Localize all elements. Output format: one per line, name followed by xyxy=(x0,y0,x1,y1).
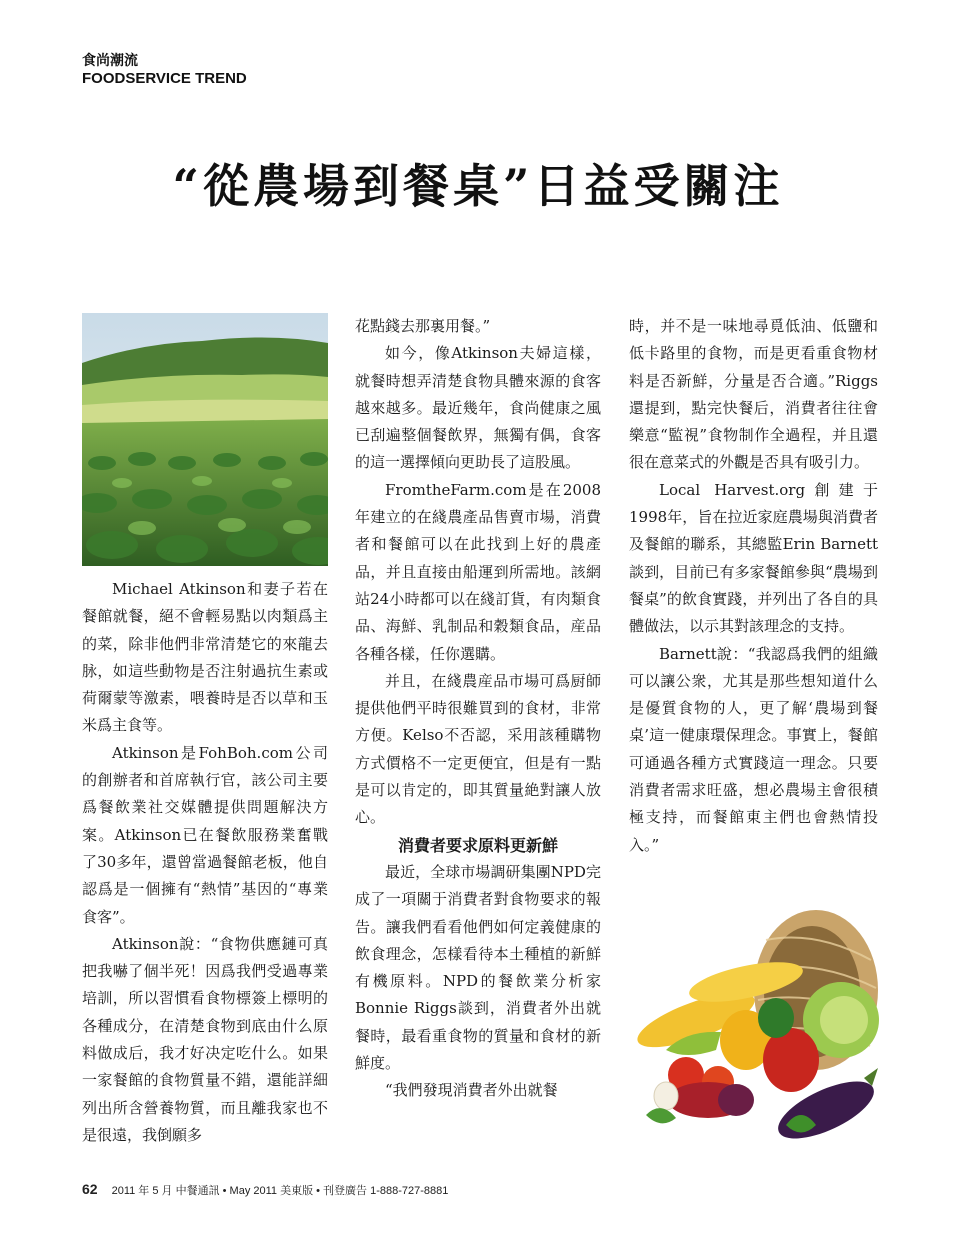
article-column-3 xyxy=(629,313,878,859)
paragraph: 如今，像Atkinson夫婦這樣，就餐時想弄清楚食物具體來源的食客越來越多。最近幾年，食尚健康之風已刮遍整個餐飲界，無獨有偶，食客的這一選擇傾向更助長了這股風。 xyxy=(355,344,601,472)
paragraph: 最近，全球市場調研集團NPD完成了一項關于消費者對食物要求的報告。讓我們看看他們如何定義健康的飲食理念，怎樣看待本土種植的新鮮有機原料。NPD的餐飲業分析家Bonnie Riggs談到，消費者外出就餐時，最看重食物的質量和食材的新鮮度。 xyxy=(355,862,601,1073)
paragraph: Local Harvest.org創建于1998年，旨在拉近家庭農場與消費者及餐館的聯系，其總監Erin Barnett談到，目前已有多家餐館參與“農場到餐桌”的飲食實踐，并列出了各自的具體做法，以示其對該理念的支持。 xyxy=(629,480,878,636)
section-title-cn: 食尚潮流 xyxy=(82,53,138,69)
article-headline: “從農場到餐桌”日益受關注 xyxy=(172,159,784,213)
page-number: 62 xyxy=(82,1181,98,1197)
paragraph: Michael Atkinson和妻子若在餐館就餐，絕不會輕易點以肉類爲主的菜，除非他們非常清楚它的來龍去脉，如這些動物是否注射過抗生素或荷爾蒙等激素，喂養時是否以草和玉米爲主食等。 xyxy=(82,580,328,735)
footer-info: 2011 年 5 月 中餐通訊 • May 2011 美東版 • 刊登廣告 1-888-727-8881 xyxy=(111,1185,449,1197)
paragraph: FromtheFarm.com是在2008年建立的在綫農產品售賣市場，消費者和餐館可以在此找到上好的農產品，并且直接由船運到所需地。該網站24小時都可以在綫訂貨，有肉類食品、海鮮、乳制品和穀類食品，産品各種各樣，任你選購。 xyxy=(355,480,601,663)
paragraph: “我們發現消費者外出就餐 xyxy=(385,1081,558,1100)
farm-field-photo xyxy=(82,313,328,566)
article-column-1 xyxy=(82,576,328,1149)
paragraph: Barnett說：“我認爲我們的組織可以讓公衆，尤其是那些想知道什么是優質食物的人，更了解‘農場到餐桌’這一健康環保理念。事實上，餐館可通過各種方式實踐這一理念。只要消費者需求旺盛，想必農場主會很積極支持，而餐館東主們也會熱情投入。” xyxy=(629,644,878,854)
paragraph: Atkinson是FohBoh.com公司的創辦者和首席執行官，該公司主要爲餐飲業社交媒體提供問題解決方案。Atkinson已在餐飲服務業奮戰了30多年，還曾當過餐館老板，他自認爲是一個擁有“熱情”基因的“專業食客”。 xyxy=(82,743,328,926)
article-column-2 xyxy=(355,313,601,1105)
section-subheading: 消費者要求原料更新鮮 xyxy=(397,835,558,855)
paragraph: 時，并不是一味地尋覓低油、低鹽和低卡路里的食物，而是更看重食物材料是否新鮮，分量是否合適。”Riggs還提到，點完快餐后，消費者往往會樂意“監視”食物制作全過程，并且還很在意菜式的外觀是否具有吸引力。 xyxy=(629,317,878,472)
paragraph: Atkinson說：“食物供應鏈可真把我嚇了個半死！因爲我們受過專業培訓，所以習慣看食物標簽上標明的各種成分，在清楚食物到底由什么原料做成后，我才好决定吃什么。如果一家餐館的食物質量不錯，還能詳細列出所含營養物質，而且離我家也不是很遠，我倒願多 xyxy=(82,934,328,1144)
paragraph: 花點錢去那裏用餐。” xyxy=(355,317,491,335)
paragraph: 并且，在綫農産品市場可爲厨師提供他們平時很難買到的食材，非常方便。Kelso不否認，采用該種購物方式價格不一定更便宜，但是有一點是可以肯定的，即其質量絶對讓人放心。 xyxy=(355,671,601,827)
section-title-en: FOODSERVICE TREND xyxy=(82,70,247,87)
vegetable-basket-photo xyxy=(626,900,886,1155)
page-footer xyxy=(82,1181,448,1198)
